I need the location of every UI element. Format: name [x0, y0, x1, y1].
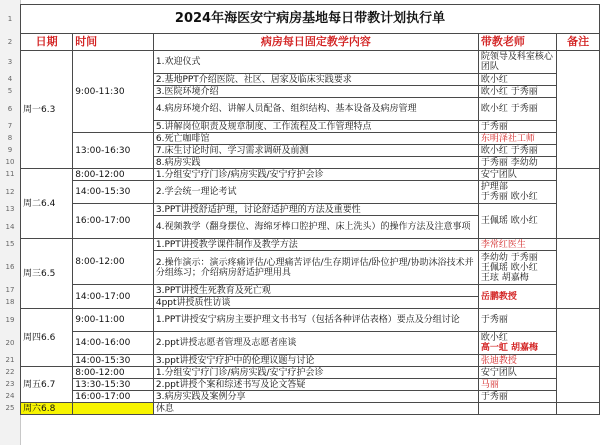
row-number[interactable]: 24	[5, 392, 15, 400]
content-cell[interactable]: 2.学会统一理论考试	[153, 181, 478, 204]
content-cell[interactable]: 2.ppt讲授个案和综述书写及论文答疑	[153, 379, 478, 391]
row-number[interactable]: 4	[7, 75, 13, 83]
day-cell-fri[interactable]: 周五6.7	[21, 367, 73, 403]
teacher-cell[interactable]: 欧小红 于秀丽	[478, 98, 556, 121]
note-cell[interactable]	[557, 403, 600, 415]
teacher-name: 王佩瑶 欧小红	[480, 262, 538, 273]
day-cell-wed[interactable]: 周三6.5	[21, 239, 73, 309]
content-cell[interactable]: 1.分组安宁疗门诊/病房实践/安宁疗护会诊	[153, 169, 478, 181]
teacher-name: 欧小红	[480, 333, 508, 343]
time-cell[interactable]: 8:00-12:00	[73, 367, 154, 379]
header-teacher[interactable]: 带教老师	[478, 34, 556, 51]
content-cell[interactable]: 3.医院环境介绍	[153, 86, 478, 98]
header-content[interactable]: 病房每日固定教学内容	[153, 34, 478, 51]
teacher-cell[interactable]: 于秀丽 李幼幼	[478, 157, 556, 169]
time-cell[interactable]: 8:00-12:00	[73, 169, 154, 181]
row-number[interactable]: 25	[5, 404, 15, 412]
teacher-cell[interactable]	[478, 251, 556, 285]
teacher-cell[interactable]	[478, 403, 556, 415]
header-time[interactable]: 时间	[73, 34, 154, 51]
row-number[interactable]: 23	[5, 380, 15, 388]
sheet-title[interactable]: 2024年海医安宁病房基地每日带教计划执行单	[21, 5, 600, 34]
teacher-cell[interactable]	[478, 181, 556, 204]
time-cell[interactable]: 8:00-12:00	[73, 239, 154, 285]
teacher-cell[interactable]: 于秀丽	[478, 121, 556, 133]
teacher-cell[interactable]: 张迪教授	[478, 355, 556, 367]
content-cell[interactable]: 3.PPT讲授生死教育及死亡观	[153, 285, 478, 297]
teacher-cell[interactable]: 东明泽社工师	[478, 133, 556, 145]
time-cell[interactable]: 14:00-17:00	[73, 285, 154, 309]
teacher-cell[interactable]: 李常红医生	[478, 239, 556, 251]
teacher-cell[interactable]: 马丽	[478, 379, 556, 391]
row-number[interactable]: 6	[7, 104, 13, 113]
time-cell[interactable]: 13:00-16:30	[73, 133, 154, 169]
content-cell[interactable]: 3.ppt讲授安宁疗护中的伦理议题与讨论	[153, 355, 478, 367]
schedule-table	[20, 4, 600, 415]
content-cell[interactable]: 3.病房实践及案例分享	[153, 391, 478, 403]
teacher-cell[interactable]: 欧小红	[478, 74, 556, 86]
time-cell[interactable]: 16:00-17:00	[73, 204, 154, 239]
row-number[interactable]: 17	[5, 286, 15, 294]
teacher-name: 高一虹 胡嘉梅	[480, 343, 539, 353]
content-cell[interactable]: 4.视频教学（翻身摆位、海绵牙棒口腔护理、床上洗头）的操作方法及注意事项	[153, 216, 478, 239]
teacher-name: 李幼幼 于秀丽	[480, 252, 538, 263]
time-cell[interactable]: 9:00-11:00	[73, 309, 154, 332]
content-cell[interactable]: 休息	[153, 403, 478, 415]
content-cell[interactable]: 2.ppt讲授志愿者管理及志愿者座谈	[153, 332, 478, 355]
row-number[interactable]: 20	[5, 338, 15, 347]
row-number[interactable]: 12	[5, 187, 15, 196]
row-header-column	[0, 0, 21, 445]
teacher-cell[interactable]: 欧小红 于秀丽	[478, 86, 556, 98]
teacher-cell[interactable]	[478, 332, 556, 355]
schedule-grid	[20, 4, 600, 415]
teacher-cell[interactable]: 王佩瑶 欧小红	[478, 204, 556, 239]
row-number[interactable]: 18	[5, 298, 15, 306]
row-number[interactable]: 14	[5, 222, 15, 231]
note-cell[interactable]	[557, 169, 600, 239]
note-cell[interactable]	[557, 51, 600, 169]
header-date[interactable]: 日期	[21, 34, 73, 51]
row-number[interactable]: 7	[7, 122, 13, 130]
note-cell[interactable]	[557, 239, 600, 309]
day-cell-mon[interactable]: 周一6.3	[21, 51, 73, 169]
row-number[interactable]: 2	[7, 37, 13, 46]
time-cell[interactable]: 14:00-15:30	[73, 355, 154, 367]
teacher-cell[interactable]: 院领导及科室核心团队	[478, 51, 556, 74]
teacher-name: 王玹 胡嘉梅	[480, 272, 529, 283]
content-cell[interactable]: 1.分组安宁疗门诊/病房实践/安宁疗护会诊	[153, 367, 478, 379]
content-cell[interactable]: 1.PPT讲授安宁病房主要护理文书书写（包括各种评估表格）要点及分组讨论	[153, 309, 478, 332]
teacher-cell[interactable]: 于秀丽	[478, 391, 556, 403]
note-cell[interactable]	[557, 309, 600, 367]
time-cell[interactable]: 9:00-11:30	[73, 51, 154, 133]
row-number[interactable]: 3	[7, 57, 13, 66]
teacher-name: 护理部	[480, 182, 508, 192]
teacher-cell[interactable]: 欧小红 于秀丽	[478, 145, 556, 157]
content-cell[interactable]: 6.死亡咖啡馆	[153, 133, 478, 145]
content-cell[interactable]: 4.病房环境介绍、讲解人员配备、组织结构、基本设备及病房管理	[153, 98, 478, 121]
time-cell[interactable]: 16:00-17:00	[73, 391, 154, 403]
row-number[interactable]: 22	[5, 368, 15, 376]
day-cell-tue[interactable]: 周二6.4	[21, 169, 73, 239]
time-cell[interactable]: 14:00-15:30	[73, 181, 154, 204]
content-cell[interactable]: 3.PPT讲授舒适护理，讨论舒适护理的方法及重要性	[153, 204, 478, 216]
row-number[interactable]: 16	[5, 263, 15, 271]
row-number[interactable]: 1	[7, 14, 13, 23]
row-number[interactable]: 8	[7, 134, 13, 142]
row-number[interactable]: 10	[5, 158, 15, 166]
content-cell[interactable]: 8.病房实践	[153, 157, 478, 169]
time-cell[interactable]: 14:00-16:00	[73, 332, 154, 355]
row-number[interactable]: 11	[5, 170, 15, 178]
teacher-cell[interactable]: 岳鹏教授	[478, 285, 556, 309]
teacher-cell[interactable]: 安宁团队	[478, 367, 556, 379]
time-cell[interactable]: 13:30-15:30	[73, 379, 154, 391]
content-cell[interactable]: 2.操作演示：演示疼痛评估/心理痛苦评估/生存期评估/卧位护理/协助沐浴技术并分组练习；介绍病房舒适护理用具	[153, 251, 478, 285]
content-cell[interactable]: 7.床生讨论时间、学习需求调研及前测	[153, 145, 478, 157]
content-cell[interactable]: 5.讲解岗位职责及规章制度、工作流程及工作管理特点	[153, 121, 478, 133]
content-cell[interactable]: 1.PPT讲授教学课件制作及教学方法	[153, 239, 478, 251]
row-number[interactable]: 19	[5, 315, 15, 324]
day-cell-thu[interactable]: 周四6.6	[21, 309, 73, 367]
teacher-cell[interactable]: 于秀丽	[478, 309, 556, 332]
row-number[interactable]: 9	[7, 146, 13, 154]
header-note[interactable]: 备注	[557, 34, 600, 51]
day-cell-sat[interactable]: 周六6.8	[21, 403, 73, 415]
row-number[interactable]: 21	[5, 356, 15, 364]
teacher-cell[interactable]: 安宁团队	[478, 169, 556, 181]
content-cell[interactable]: 1.欢迎仪式	[153, 51, 478, 74]
content-cell[interactable]: 4ppt讲授质性访谈	[153, 297, 478, 309]
row-number[interactable]: 15	[5, 240, 15, 248]
content-cell[interactable]: 2.基地PPT介绍医院、社区、居家及临床实践要求	[153, 74, 478, 86]
row-number[interactable]: 5	[7, 87, 13, 95]
note-cell[interactable]	[557, 367, 600, 403]
row-number[interactable]: 13	[5, 205, 15, 213]
teacher-name: 于秀丽 欧小红	[480, 192, 538, 202]
time-cell[interactable]	[73, 403, 154, 415]
